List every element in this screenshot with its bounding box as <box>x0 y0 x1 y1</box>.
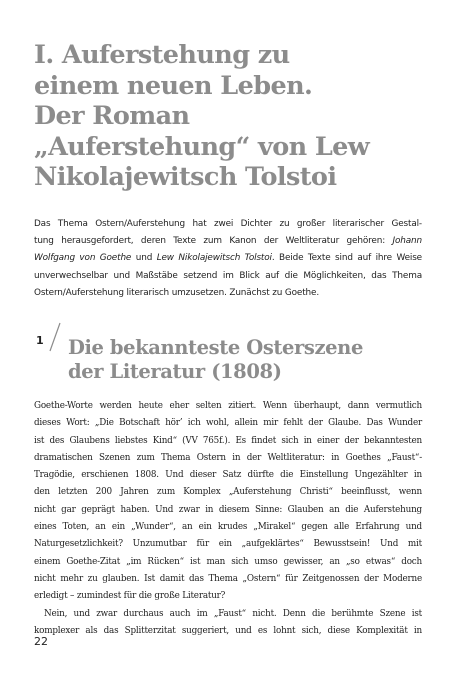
body-line: Naturgesetzlichkeit? Unzumutbar für ein „aufgeklärtes“ Bewusstsein! Und mit <box>34 539 422 550</box>
chapter-title-line: „Auferstehung“ von Lew <box>34 131 370 162</box>
section-heading-line: der Literatur (1808) <box>68 360 282 383</box>
intro-paragraph <box>34 216 422 302</box>
chapter-title-line: Nikolajewitsch Tolstoi <box>34 162 337 192</box>
page-number: 22 <box>34 635 48 648</box>
body-line: einem Goethe-Zitat „im Rücken“ ist man sich umso gewisser, an „so etwas“ doch <box>34 556 422 567</box>
section-heading <box>68 336 418 384</box>
intro-line <box>34 233 422 250</box>
chapter-title <box>34 40 434 193</box>
intro-text: tung herausgefordert, deren Texte zum Kanon der Weltliteratur gehören: <box>34 236 393 247</box>
body-line: komplexer als das Splitterzitat suggeriert, und es lohnt sich, diese Komplexität in <box>34 625 422 636</box>
body-line: Tragödie, erschienen 1808. Und dieser Satz dürfte die Einstellung Ungezählter in <box>34 470 422 481</box>
chapter-title-line: Der Roman <box>34 101 190 131</box>
body-line: Goethe-Worte werden heute eher selten zitiert. Wenn überhaupt, dann vermutlich <box>34 401 422 411</box>
body-line: Nein, und zwar durchaus auch im „Faust“ nicht. Denn die berühmte Szene ist <box>44 608 422 619</box>
body-line: erledigt – zumindest für die große Literatur? <box>34 591 226 602</box>
author-name-tolstoi: Lew Nikolajewitsch Tolstoi <box>156 253 272 264</box>
chapter-title-line: einem neuen Leben. <box>34 70 313 101</box>
section-number: 1 <box>36 334 44 347</box>
body-line: dramatischen Szenen zum Thema Ostern in der Weltliteratur: in Goethes „Faust“- <box>34 452 422 463</box>
chapter-title-line: I. Auferstehung zu <box>34 40 290 70</box>
body-line: eines Toten, an ein „Wunder“, an ein krudes „Mirakel“ gegen alle Erfahrung und <box>34 522 422 533</box>
body-line: nicht mehr zu glauben. Ist damit das Thema „Ostern“ für Zeitgenossen der Moderne <box>34 573 422 584</box>
body-line: dieses Wort: „Die Botschaft hör’ ich wohl, allein mir fehlt der Glaube. Das Wunder <box>34 418 422 429</box>
body-paragraph <box>34 398 422 640</box>
body-line: nicht gar geprägt haben. Und zwar in diesem Sinne: Glauben an die Auferstehung <box>34 504 422 515</box>
section-divider-slash <box>48 322 62 352</box>
section-heading-line: Die bekannteste Osterszene <box>68 336 363 359</box>
body-line: den letzten 200 Jahren zum Komplex „Auferstehung Christi“ beeinflusst, wenn <box>34 487 422 498</box>
intro-line <box>34 250 422 267</box>
body-line: ist des Glaubens liebstes Kind“ (VV 765f.). Es findet sich in einer der bekanntesten <box>34 435 422 446</box>
intro-line: unverwechselbar und Maßstäbe setzend im Blick auf die Möglichkeiten, das Thema <box>34 270 422 281</box>
author-name-goethe: Wolfgang von Goethe <box>34 253 132 264</box>
author-name-goethe: Johann <box>392 236 422 247</box>
intro-line: Das Thema Ostern/Auferstehung hat zwei Dichter zu großer literarischer Gestal- <box>34 219 422 229</box>
intro-line: Ostern/Auferstehung literarisch umzusetzen. Zunächst zu Goethe. <box>34 287 320 298</box>
intro-text: und <box>131 253 157 264</box>
intro-text: . Beide Texte sind auf ihre Weise <box>271 253 422 264</box>
